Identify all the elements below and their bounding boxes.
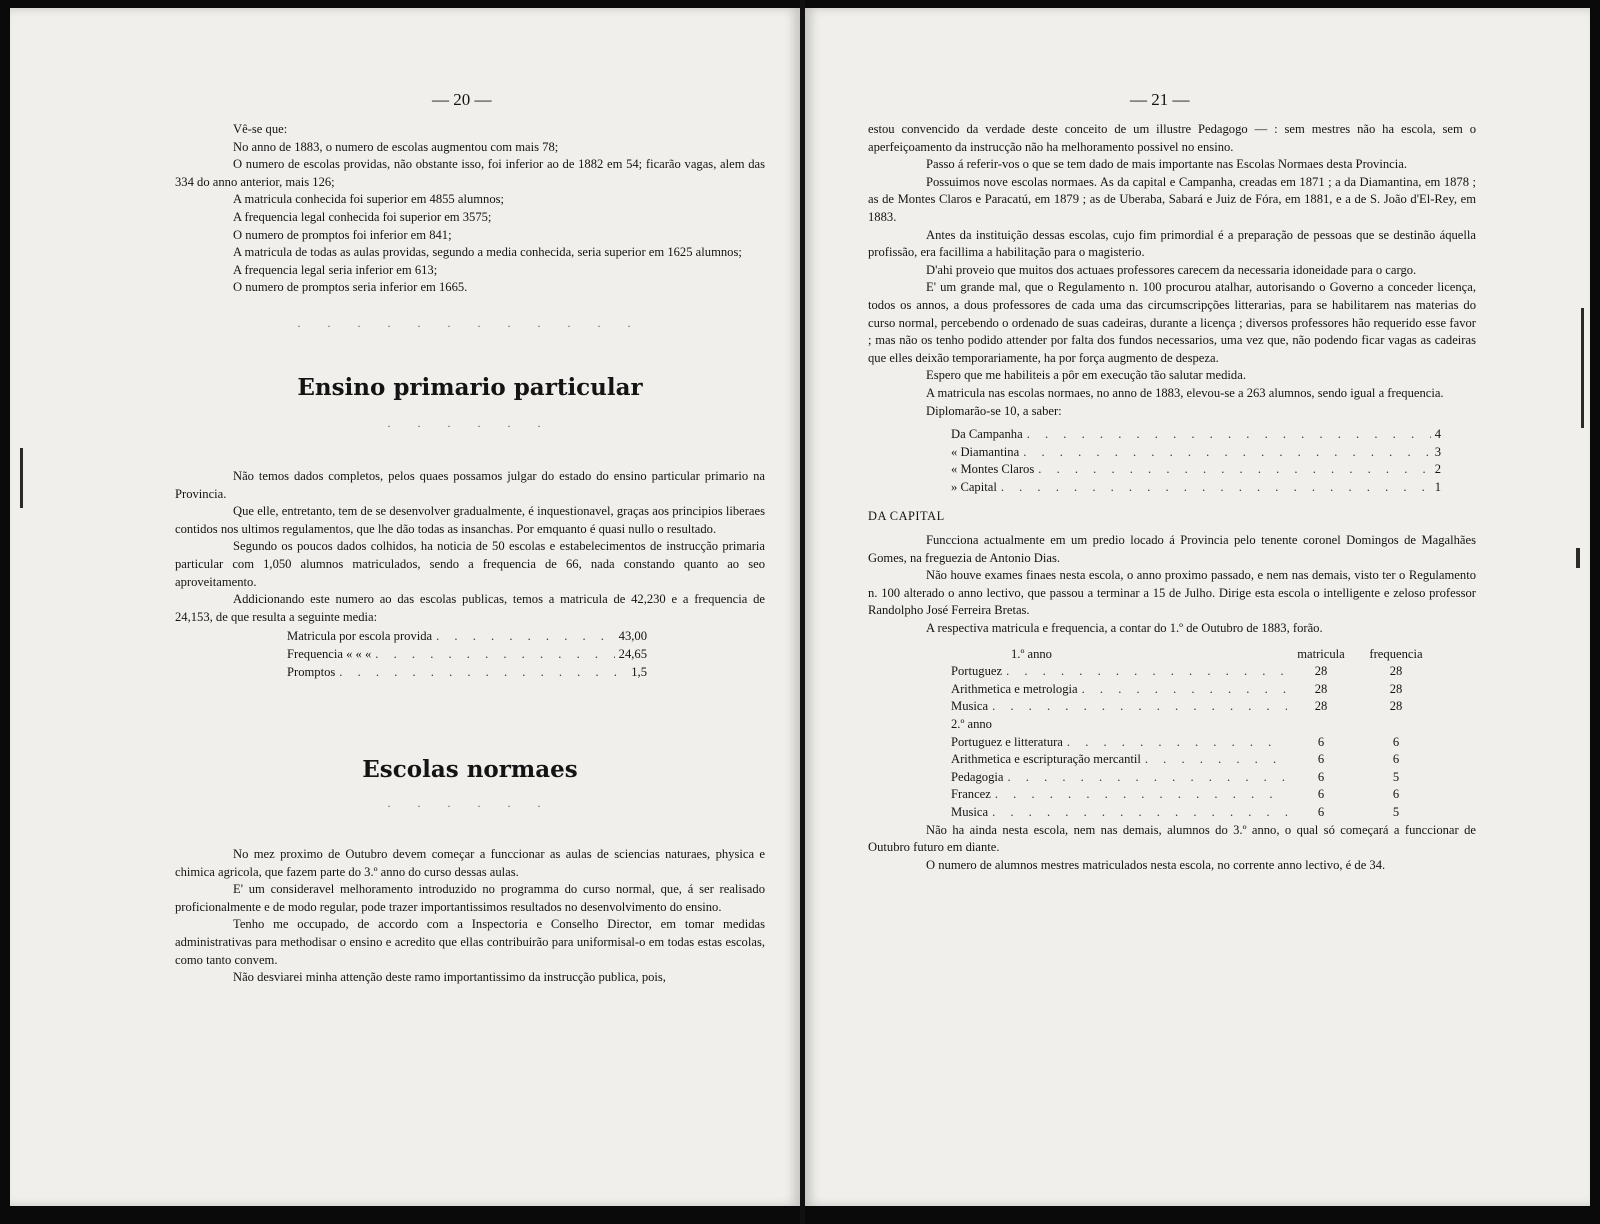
diploma-value: 4 <box>1434 427 1441 442</box>
intro-line: Vê-se que: <box>233 122 288 136</box>
row-label: Arithmetica e metrologia <box>951 681 1078 696</box>
table-row <box>951 663 1441 681</box>
page-mark <box>1581 308 1584 428</box>
row-label: Musica <box>951 699 989 714</box>
row-label: Arithmetica e escripturação mercantil <box>951 752 1141 767</box>
diploma-label: « Diamantina <box>951 444 1020 459</box>
intro-line: A matricula conhecida foi superior em 4855 alumnos; <box>233 192 505 207</box>
row-label: Pedagogia <box>951 769 1004 784</box>
cell-matricula: 6 <box>1317 769 1325 784</box>
table-header <box>951 646 1441 664</box>
cell-frequencia: 5 <box>1392 769 1400 784</box>
leader-dots <box>375 646 614 664</box>
row-label: Musica <box>951 804 989 819</box>
row-label: Portuguez e litteratura <box>951 734 1063 749</box>
diploma-row <box>951 444 1441 462</box>
cell-matricula: 6 <box>1317 752 1325 767</box>
right-body-a <box>868 121 1476 874</box>
media-row <box>287 664 647 682</box>
paragraph: Possuimos nove escolas normaes. As da capital e Campanha, creadas em 1871 ; a da Diamantina, em 1878 ; as de Montes Claros e Paracatú, em 1879 ; as de Uberaba, Sabará e Juiz de Fóra, em 1881, e a de S. João d'El-Rey, em 1883. <box>868 174 1476 224</box>
row-label: Francez <box>951 787 991 802</box>
intro-line: A frequencia legal seria inferior em 613; <box>233 262 438 277</box>
paragraph: D'ahi proveio que muitos dos actuaes professores carecem da necessaria idoneidade para o cargo. <box>926 262 1417 277</box>
paragraph: Segundo os poucos dados colhidos, ha noticia de 50 escolas e estabelecimentos de instrucção primaria particular com 1,050 alumnos matriculados, sendo a frequencia de 66, nada constando quanto ao seo aproveitamento. <box>175 539 765 589</box>
paragraph: Funcciona actualmente em um predio locado á Provincia pelo tenente coronel Domingos de Magalhães Gomes, na freguezia de Antonio Dias. <box>868 533 1476 565</box>
media-value: 1,5 <box>631 664 647 679</box>
section-title: Ensino primario particular <box>297 374 643 401</box>
diploma-row <box>951 461 1441 479</box>
intro-line: O numero de promptos seria inferior em 1665. <box>233 280 468 295</box>
media-row <box>287 646 647 664</box>
leader-dots <box>1007 769 1287 787</box>
paragraph: A respectiva matricula e frequencia, a contar do 1.º de Outubro de 1883, forão. <box>926 621 1323 636</box>
intro-line: A matricula de todas as aulas providas, segundo a media conhecida, seria superior em 1625 alumnos; <box>233 245 742 260</box>
year-label: 1.º anno <box>1011 646 1052 661</box>
paragraph: E' um grande mal, que o Regulamento n. 100 procurou atalhar, autorisando o Governo a conceder licença, todos os annos, a dous professores de cada uma das circumscripções litterarias, para se habilitarem nas materias do curso normal, percebendo o ordenado de suas cadeiras, durante a licença ; diversos professores hão requerido esse favor ; mas não os tenho podido attender por falta dos fundos necessarios, uma vez que, não podendo ficar vagas as cadeiras que elles deixão temporariamente, ha por força augmento de despeza. <box>868 280 1476 365</box>
paragraph: E' um consideravel melhoramento introduzido no programma do curso normal, que, á ser realisado proficionalmente e de modo regular, pode trazer importantissimos resultados no desenvolvimento do ensino. <box>175 882 765 914</box>
cell-frequencia: 6 <box>1392 787 1400 802</box>
leader-dots <box>1023 444 1431 462</box>
separator-dots: . . . . . . . . . . . . <box>297 315 643 330</box>
leader-dots <box>1067 734 1287 752</box>
cell-frequencia: 28 <box>1389 681 1403 696</box>
table-row <box>951 716 1441 734</box>
page-mark <box>20 448 23 508</box>
table-row <box>951 698 1441 716</box>
diploma-value: 2 <box>1434 462 1441 477</box>
paragraph: Antes da instituição dessas escolas, cujo fim primordial é a preparação de pessoas que se destinão áquella profissão, era facillima a habilitação para o magisterio. <box>868 227 1476 260</box>
leader-dots <box>436 628 615 646</box>
diploma-label: » Capital <box>951 479 997 494</box>
paragraph: Não houve exames finaes nesta escola, o anno proximo passado, e nem nas demais, visto ter o Regulamento n. 100 alterado o anno lectivo, que passou a terminar a 15 de Julho. Dirige esta escola o intelligente e zeloso professor Randolpho José Ferreira Bretas. <box>868 568 1476 618</box>
cell-matricula: 6 <box>1317 734 1325 749</box>
leader-dots <box>1006 663 1287 681</box>
paragraph: Não ha ainda nesta escola, nem nas demais, alumnos do 3.º anno, o qual só começará a funccionar de Outubro futuro em diante. <box>868 822 1476 855</box>
paragraph: Espero que me habiliteis a pôr em execução tão salutar medida. <box>926 368 1246 383</box>
media-label: Frequencia « « « <box>287 646 372 661</box>
table-row <box>951 769 1441 787</box>
paragraph: Diplomarão-se 10, a saber: <box>926 403 1062 418</box>
media-label: Promptos <box>287 664 336 679</box>
table-row <box>951 786 1441 804</box>
cell-matricula: 6 <box>1317 804 1325 819</box>
cell-frequencia: 28 <box>1389 664 1403 679</box>
leader-dots <box>339 664 627 682</box>
cell-frequencia: 5 <box>1392 804 1400 819</box>
row-label: Portuguez <box>951 664 1003 679</box>
page-number: — 21 — <box>1130 90 1190 109</box>
paragraph: estou convencido da verdade deste conceito de um illustre Pedagogo — : sem mestres não ha escola, sem o aperfeiçoamento da instrucção não ha melhoramento possivel no ensino. <box>868 122 1476 154</box>
leader-dots <box>1027 426 1431 444</box>
paragraph: A matricula nas escolas normaes, no anno de 1883, elevou-se a 263 alumnos, sendo igual a frequencia. <box>926 385 1444 400</box>
page-mark <box>1576 548 1580 568</box>
table-row <box>951 751 1441 769</box>
cell-matricula: 28 <box>1314 664 1328 679</box>
table-row <box>951 734 1441 752</box>
media-table <box>287 628 647 681</box>
intro-block <box>175 121 765 333</box>
cell-matricula: 28 <box>1314 681 1328 696</box>
paragraph: Addicionando este numero ao das escolas publicas, temos a matricula de 42,230 e a frequencia de 24,153, de que resulta a seguinte media: <box>175 592 765 624</box>
media-value: 24,65 <box>618 646 647 661</box>
section2-body <box>175 846 765 987</box>
cell-matricula: 6 <box>1317 787 1325 802</box>
paragraph: Não desviarei minha attenção deste ramo importantissimo da instrucção publica, pois, <box>233 970 666 985</box>
leader-dots <box>1038 461 1430 479</box>
diploma-label: Da Campanha <box>951 427 1023 442</box>
cell-frequencia: 6 <box>1392 734 1400 749</box>
frequency-table <box>951 646 1441 822</box>
diploma-row <box>951 479 1441 497</box>
paragraph: Que elle, entretanto, tem de se desenvolver gradualmente, é inquestionavel, graças aos principios liberaes contidos nos ultimos regulamentos, que lhe dão todas as insanchas. Por emquanto é quasi nullo o resultado. <box>175 504 765 536</box>
diploma-value: 3 <box>1434 444 1441 459</box>
leader-dots <box>1001 479 1431 497</box>
paragraph: No mez proximo de Outubro devem começar a funccionar as aulas de sciencias naturaes, physica e chimica agricola, que fazem parte do 3.º anno do curso dessas aulas. <box>175 847 765 879</box>
right-page <box>805 8 1590 1206</box>
media-label: Matricula por escola provida <box>287 629 433 644</box>
diplomas-list <box>951 426 1441 496</box>
leader-dots <box>1082 681 1287 699</box>
column-header: matricula <box>1297 646 1345 661</box>
paragraph: Não temos dados completos, pelos quaes possamos julgar do estado do ensino particular primario na Provincia. <box>175 469 765 501</box>
leader-dots <box>992 698 1287 716</box>
diploma-value: 1 <box>1434 479 1441 494</box>
separator-dots: . . . . . . <box>387 796 553 810</box>
intro-line: A frequencia legal conhecida foi superior em 3575; <box>233 209 492 224</box>
table-row <box>951 804 1441 822</box>
paragraph: O numero de alumnos mestres matriculados nesta escola, no corrente anno lectivo, é de 34. <box>926 857 1386 872</box>
page-number: — 20 — <box>432 90 492 109</box>
cell-frequencia: 28 <box>1389 699 1403 714</box>
section1-body <box>175 468 765 681</box>
intro-line: O numero de promptos foi inferior em 841; <box>233 227 452 242</box>
leader-dots <box>992 804 1287 822</box>
separator-dots: . . . . . . <box>387 416 553 430</box>
leader-dots <box>995 786 1287 804</box>
column-header: frequencia <box>1369 646 1423 661</box>
diploma-label: « Montes Claros <box>951 462 1035 477</box>
intro-line: No anno de 1883, o numero de escolas augmentou com mais 78; <box>233 139 559 154</box>
diploma-row <box>951 426 1441 444</box>
section-title: Escolas normaes <box>362 756 578 783</box>
left-page <box>10 8 800 1206</box>
paragraph: Passo á referir-vos o que se tem dado de mais importante nas Escolas Normaes desta Provincia. <box>926 157 1407 172</box>
paragraph: Tenho me occupado, de accordo com a Inspectoria e Conselho Director, em tomar medidas administrativas para methodisar o ensino e acredito que ellas contribuirão para uniformisal-o em todas estas escolas, como tanto convem. <box>175 917 765 967</box>
subheading: DA CAPITAL <box>868 509 945 524</box>
leader-dots <box>1145 751 1287 769</box>
cell-frequencia: 6 <box>1392 752 1400 767</box>
table-row <box>951 681 1441 699</box>
media-row <box>287 628 647 646</box>
year-label: 2.º anno <box>951 717 992 731</box>
cell-matricula: 28 <box>1314 699 1328 714</box>
media-value: 43,00 <box>618 629 647 644</box>
intro-line: O numero de escolas providas, não obstante isso, foi inferior ao de 1882 em 54; ficarão vagas, alem das 334 do anno anterior, mais 126; <box>175 157 765 189</box>
